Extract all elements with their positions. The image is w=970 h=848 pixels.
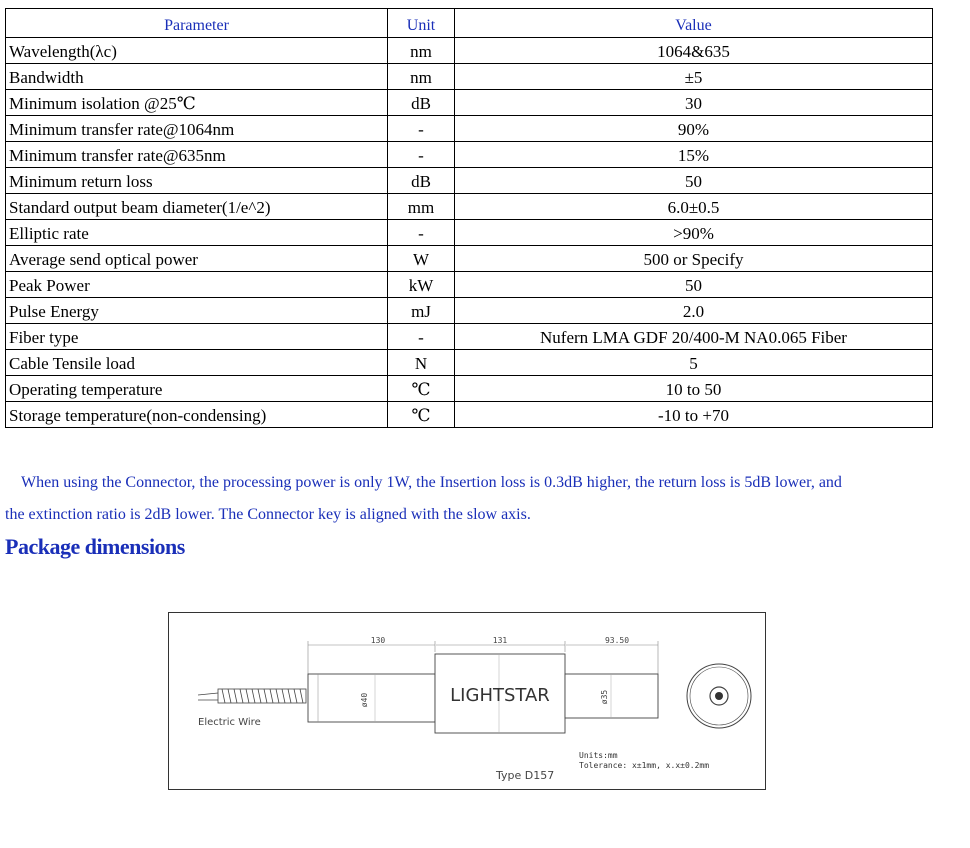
table-row [6, 402, 933, 428]
table-row [6, 168, 933, 194]
unit-cell: dB [388, 168, 455, 194]
unit-cell: - [388, 142, 455, 168]
header-unit: Unit [388, 9, 455, 38]
left-cylinder [308, 674, 435, 722]
type-label: Type D157 [496, 769, 555, 782]
unit-cell: N [388, 350, 455, 376]
value-cell: -10 to +70 [455, 402, 933, 428]
dim-mid-label: 131 [492, 636, 508, 645]
value-cell: 50 [455, 272, 933, 298]
table-row [6, 298, 933, 324]
value-cell: 90% [455, 116, 933, 142]
spec-table [5, 8, 933, 428]
unit-cell: mJ [388, 298, 455, 324]
header-value: Value [455, 9, 933, 38]
header-parameter: Parameter [6, 9, 388, 38]
parameter-cell: Minimum transfer rate@1064nm [6, 116, 388, 142]
value-cell: 6.0±0.5 [455, 194, 933, 220]
brand-label: LIGHTSTAR [450, 685, 550, 706]
value-cell: 500 or Specify [455, 246, 933, 272]
value-cell: 5 [455, 350, 933, 376]
dia-right-label: ø35 [600, 689, 609, 705]
right-cylinder [565, 674, 658, 718]
package-drawing [168, 612, 766, 790]
parameter-cell: Wavelength(λc) [6, 38, 388, 64]
value-cell: ±5 [455, 64, 933, 90]
unit-cell: mm [388, 194, 455, 220]
value-cell: 1064&635 [455, 38, 933, 64]
table-row [6, 350, 933, 376]
parameter-cell: Operating temperature [6, 376, 388, 402]
parameter-cell: Average send optical power [6, 246, 388, 272]
unit-cell: - [388, 220, 455, 246]
parameter-cell: Peak Power [6, 272, 388, 298]
table-row [6, 38, 933, 64]
parameter-cell: Fiber type [6, 324, 388, 350]
table-row [6, 64, 933, 90]
dim-right-label: 93.50 [604, 636, 630, 645]
unit-cell: kW [388, 272, 455, 298]
value-cell: 30 [455, 90, 933, 116]
units-label: Units:mm [579, 751, 618, 760]
connector-note-line1: When using the Connector, the processing power is only 1W, the Insertion loss is 0.3dB higher, the return loss is 5dB lower, and [21, 474, 842, 491]
unit-cell: ℃ [388, 402, 455, 428]
table-row [6, 376, 933, 402]
table-row [6, 272, 933, 298]
tolerance-label: Tolerance: x±1mm, x.x±0.2mm [579, 761, 710, 770]
table-row [6, 116, 933, 142]
unit-cell: nm [388, 38, 455, 64]
table-row [6, 220, 933, 246]
value-cell: 10 to 50 [455, 376, 933, 402]
unit-cell: ℃ [388, 376, 455, 402]
parameter-cell: Minimum transfer rate@635nm [6, 142, 388, 168]
section-title: Package dimensions [5, 534, 185, 559]
value-cell: >90% [455, 220, 933, 246]
unit-cell: W [388, 246, 455, 272]
table-header-row [6, 9, 933, 38]
parameter-cell: Standard output beam diameter(1/e^2) [6, 194, 388, 220]
value-cell: 15% [455, 142, 933, 168]
dim-left-label: 130 [370, 636, 386, 645]
parameter-cell: Elliptic rate [6, 220, 388, 246]
wire-label: Electric Wire [198, 717, 261, 728]
parameter-cell: Cable Tensile load [6, 350, 388, 376]
unit-cell: - [388, 116, 455, 142]
unit-cell: nm [388, 64, 455, 90]
table-row [6, 142, 933, 168]
table-row [6, 90, 933, 116]
connector-note-line2: the extinction ratio is 2dB lower. The Connector key is aligned with the slow axis. [5, 506, 531, 523]
parameter-cell: Minimum return loss [6, 168, 388, 194]
table-row [6, 194, 933, 220]
value-cell: 2.0 [455, 298, 933, 324]
value-cell: Nufern LMA GDF 20/400-M NA0.065 Fiber [455, 324, 933, 350]
parameter-cell: Storage temperature(non-condensing) [6, 402, 388, 428]
parameter-cell: Pulse Energy [6, 298, 388, 324]
parameter-cell: Minimum isolation @25℃ [6, 90, 388, 116]
parameter-cell: Bandwidth [6, 64, 388, 90]
dia-left-label: ø40 [360, 692, 369, 708]
table-row [6, 246, 933, 272]
unit-cell: - [388, 324, 455, 350]
unit-cell: dB [388, 90, 455, 116]
table-row [6, 324, 933, 350]
value-cell: 50 [455, 168, 933, 194]
